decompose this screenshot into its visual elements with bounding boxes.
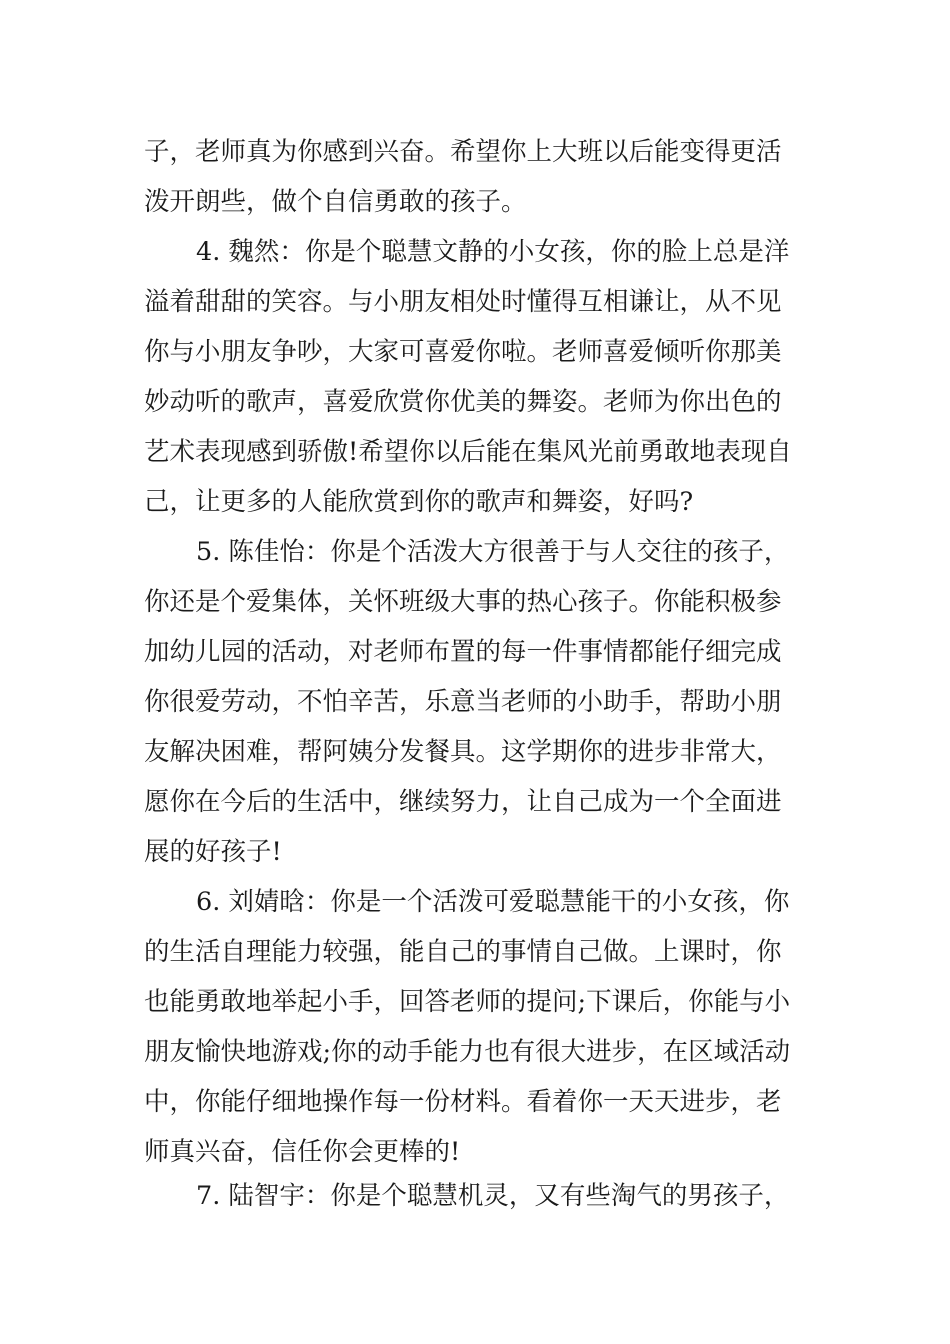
text-line	[0, 1077, 950, 1127]
line-text: 的生活自理能力较强，能自己的事情自己做。上课时，你	[144, 937, 782, 967]
text-line	[0, 877, 950, 927]
line-text: 5. 陈佳怡：你是个活泼大方很善于与人交往的孩子，	[196, 537, 790, 567]
text-line	[0, 527, 950, 577]
text-line	[0, 277, 950, 327]
text-line	[0, 927, 950, 977]
line-text: 加幼儿园的活动，对老师布置的每一件事情都能仔细完成	[144, 637, 782, 667]
text-line	[0, 1027, 950, 1077]
line-text: 你很爱劳动，不怕辛苦，乐意当老师的小助手，帮助小朋	[144, 687, 782, 717]
text-line	[0, 727, 950, 777]
text-line	[0, 977, 950, 1027]
line-text: 溢着甜甜的笑容。与小朋友相处时懂得互相谦让，从不见	[144, 287, 782, 317]
line-text: 艺术表现感到骄傲!希望你以后能在集风光前勇敢地表现自	[144, 437, 792, 467]
text-line	[0, 577, 950, 627]
line-text: 子，老师真为你感到兴奋。希望你上大班以后能变得更活	[144, 137, 782, 167]
line-text: 泼开朗些，做个自信勇敢的孩子。	[144, 187, 527, 217]
line-text: 展的好孩子!	[144, 837, 282, 867]
line-text: 己，让更多的人能欣赏到你的歌声和舞姿，好吗?	[144, 487, 694, 517]
line-text: 中，你能仔细地操作每一份材料。看着你一天天进步，老	[144, 1087, 782, 1117]
text-line	[0, 1171, 950, 1221]
text-line	[0, 1127, 950, 1177]
line-text: 师真兴奋，信任你会更棒的!	[144, 1137, 461, 1167]
text-line	[0, 427, 950, 477]
text-line	[0, 327, 950, 377]
text-line	[0, 177, 950, 227]
text-line	[0, 227, 950, 277]
line-text: 4. 魏然：你是个聪慧文静的小女孩，你的脸上总是洋	[196, 237, 790, 267]
text-line	[0, 127, 950, 177]
line-text: 你与小朋友争吵，大家可喜爱你啦。老师喜爱倾听你那美	[144, 337, 782, 367]
line-text: 妙动听的歌声，喜爱欣赏你优美的舞姿。老师为你出色的	[144, 387, 782, 417]
text-line	[0, 827, 950, 877]
line-text: 6. 刘婧晗：你是一个活泼可爱聪慧能干的小女孩，你	[196, 887, 790, 917]
line-text: 7. 陆智宇：你是个聪慧机灵，又有些淘气的男孩子，	[196, 1181, 790, 1211]
text-line	[0, 627, 950, 677]
line-text: 愿你在今后的生活中，继续努力，让自己成为一个全面进	[144, 787, 782, 817]
line-text: 友解决困难，帮阿姨分发餐具。这学期你的进步非常大，	[144, 737, 782, 767]
line-text: 朋友愉快地游戏;你的动手能力也有很大进步，在区域活动	[144, 1037, 791, 1067]
text-line	[0, 377, 950, 427]
text-line	[0, 777, 950, 827]
text-line	[0, 677, 950, 727]
line-text: 也能勇敢地举起小手，回答老师的提问;下课后，你能与小	[144, 987, 791, 1017]
text-line	[0, 477, 950, 527]
line-text: 你还是个爱集体，关怀班级大事的热心孩子。你能积极参	[144, 587, 782, 617]
